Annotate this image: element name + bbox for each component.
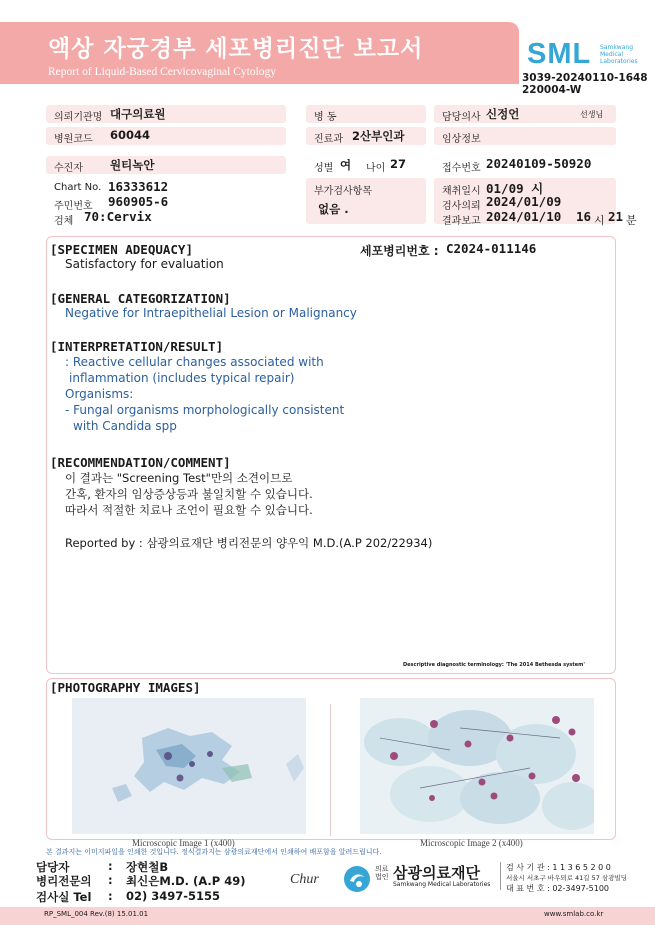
recommendation-line3: 따라서 적절한 치료나 조언이 필요할 수 있습니다.: [65, 503, 313, 517]
hospital-code-value: 60044: [110, 128, 151, 142]
print-notice: 본 결과지는 이미지파일을 인쇄한 것입니다. 정식결과지는 삼광의료재단에서 인쇄하여 배포함을 알려드립니다.: [46, 848, 382, 856]
result-label: 결과보고: [442, 216, 481, 227]
org-address: 서울시 서초구 바우뫼로 41길 57 삼광빌딩: [506, 874, 628, 882]
general-text: Negative for Intraepithelial Lesion or Malignancy: [65, 306, 357, 320]
ward-label: 병 동: [314, 112, 337, 123]
interpretation-line5: with Candida spp: [73, 419, 177, 433]
terminology-note: Descriptive diagnostic terminology: 'The 2014 Bethesda system': [403, 662, 585, 668]
org-name-en: Samkwang Medical Laboratories: [393, 881, 491, 888]
age-value: 27: [390, 157, 407, 171]
photo-caption-2: Microscopic Image 2 (x400): [420, 838, 523, 848]
microscopic-image-2: [360, 698, 594, 834]
charge-label: 담당자: [36, 860, 70, 874]
org-phone: 대 표 번 호 : 02-3497-5100: [506, 884, 609, 893]
report-code-line2: 220004-W: [522, 84, 582, 96]
signature: Chur: [290, 872, 319, 887]
photo-title: [PHOTOGRAPHY IMAGES]: [50, 680, 201, 695]
receipt-label: 접수번호: [442, 163, 481, 174]
resident-label: 주민번호: [54, 201, 93, 212]
clinical-info-label: 임상정보: [442, 134, 481, 145]
charge-colon: :: [108, 859, 113, 873]
request-value: 2024/01/09: [486, 194, 562, 209]
interpretation-line2: inflammation (includes typical repair): [69, 371, 295, 385]
report-title: 액상 자궁경부 세포병리진단 보고서: [48, 36, 424, 62]
report-subtitle: Report of Liquid-Based Cervicovaginal Cytology: [48, 66, 277, 78]
interpretation-line3: Organisms:: [65, 387, 134, 401]
chart-value: 16333612: [108, 179, 169, 194]
sml-logo: SML: [527, 38, 592, 70]
adequacy-text: Satisfactory for evaluation: [65, 257, 224, 271]
general-title: [GENERAL CATEGORIZATION]: [50, 291, 231, 306]
recommendation-title: [RECOMMENDATION/COMMENT]: [50, 455, 231, 470]
pathologist-value: 최신은M.D. (A.P 49): [126, 874, 246, 888]
recommendation-line2: 간혹, 환자의 임상증상등과 불일치할 수 있습니다.: [65, 487, 313, 501]
sml-logo-caption: Samkwang Medical Laboratories: [600, 44, 638, 65]
tel-colon: :: [108, 889, 113, 903]
cyto-number-label: 세포병리번호 :: [360, 244, 439, 258]
org-name: 삼광의료재단: [393, 864, 480, 882]
result-date: 2024/01/10: [486, 209, 562, 224]
request-label: 검사의뢰: [442, 201, 481, 212]
pathologist-colon: :: [108, 873, 113, 887]
org-logo-icon: [343, 865, 371, 893]
website: www.smlab.co.kr: [544, 910, 604, 918]
tel-label: 검사실 Tel: [36, 890, 92, 904]
pathologist-label: 병리전문의: [36, 874, 92, 888]
chart-label: Chart No.: [54, 182, 102, 193]
adequacy-title: [SPECIMEN ADEQUACY]: [50, 242, 193, 257]
recommendation-line1: 이 결과는 "Screening Test"만의 소견이므로: [65, 471, 293, 485]
photo-caption-1: Microscopic Image 1 (x400): [132, 838, 235, 848]
result-hour-unit: 시: [594, 214, 605, 227]
interpretation-line4: - Fungal organisms morphologically consistent: [65, 403, 345, 417]
institution-value: 대구의료원: [110, 107, 166, 121]
department-label: 진료과: [314, 134, 343, 145]
specimen-value: 70:Cervix: [84, 209, 152, 224]
photo-divider: [330, 704, 331, 836]
result-min-unit: 분: [626, 214, 637, 227]
org-code: 검 사 기 관 : 1 1 3 6 5 2 0 0: [506, 863, 611, 872]
extra-test-value: 없음 .: [318, 202, 349, 216]
interpretation-title: [INTERPRETATION/RESULT]: [50, 339, 224, 354]
specimen-label: 검체: [54, 216, 74, 227]
interpretation-line1: : Reactive cellular changes associated with: [65, 355, 324, 369]
cyto-number-value: C2024-011146: [446, 241, 537, 256]
patient-value: 원티녹안: [110, 158, 155, 172]
doctor-suffix: 선생님: [580, 110, 604, 119]
result-min: 21: [608, 209, 624, 224]
report-code-line1: 3039-20240110-1648: [522, 72, 648, 84]
age-label: 나이: [366, 163, 386, 174]
doctor-value: 신정언: [486, 107, 520, 121]
resident-value: 960905-6: [108, 194, 169, 209]
form-number: RP_SML_004 Rev.(8) 15.01.01: [44, 910, 149, 918]
institution-label: 의뢰기관명: [54, 112, 103, 123]
org-divider: [500, 862, 501, 890]
receipt-value: 20240109-50920: [486, 156, 592, 171]
collect-label: 채취일시: [442, 186, 481, 197]
result-hour: 16: [576, 209, 592, 224]
sex-label: 성별: [314, 163, 334, 174]
doctor-label: 담당의사: [442, 112, 481, 123]
microscopic-image-1: [72, 698, 306, 834]
sex-value: 여: [340, 158, 352, 172]
extra-test-label: 부가검사항목: [314, 186, 372, 197]
charge-value: 장현철B: [126, 860, 169, 874]
reported-by: Reported by : 삼광의료재단 병리전문의 양우익 M.D.(A.P 202/22934): [65, 536, 433, 550]
hospital-code-label: 병원코드: [54, 134, 93, 145]
patient-label: 수진자: [54, 163, 83, 174]
tel-value: 02) 3497-5155: [126, 889, 221, 903]
org-prefix: 의료 법인: [375, 865, 389, 881]
collect-value: 01/09 시: [486, 181, 544, 196]
department-value: 2산부인과: [352, 129, 405, 143]
